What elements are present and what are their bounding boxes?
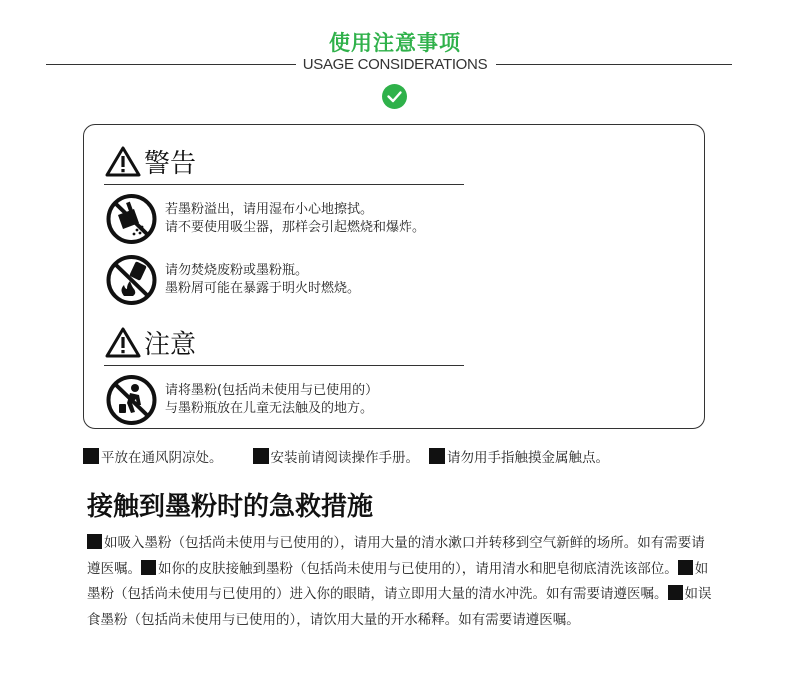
warning-item [104,254,360,306]
text-line: 若墨粉溢出，请用湿布小心地擦拭。 [165,202,374,217]
text-line: 墨粉屑可能在暴露于明火时燃烧。 [165,281,361,296]
storage-tips [83,446,609,466]
check-circle-icon [382,84,407,109]
square-bullet-icon [87,534,102,549]
warning-rule [104,184,464,185]
page-title: 使用注意事项 [329,31,461,55]
warning-heading [104,145,196,177]
first-aid-text: 如你的皮肤接触到墨粉（包括尚未使用与已使用的），请用清水和肥皂彻底清洗该部位。 [158,560,678,577]
warning-heading-text: 警告 [144,148,197,179]
page-subtitle [0,56,790,73]
caution-item-text [165,382,378,418]
first-aid-paragraph [87,531,717,633]
warning-item-text [165,201,425,237]
first-aid-text: 如墨粉（包括尚未使用与已使用的）进入你的眼睛，请立即用大量的清水冲洗。如有需要请遵医嘱。 [87,560,709,602]
square-bullet-icon [141,560,156,575]
square-bullet-icon [83,448,99,464]
text-line: 与墨粉瓶放在儿童无法触及的地方。 [165,401,374,416]
tip-item [83,446,223,466]
tip-item [429,446,609,466]
warning-item [104,193,425,245]
text-line: 请勿焚烧废粉或墨粉瓶。 [165,263,309,278]
caution-rule [104,365,464,366]
square-bullet-icon [429,448,445,464]
text-line: 请不要使用吸尘器，那样会引起燃烧和爆炸。 [165,220,426,235]
square-bullet-icon [678,560,693,575]
caution-heading [104,326,196,358]
tip-text: 平放在通风阴凉处。 [101,450,223,466]
warning-triangle-icon [104,145,142,177]
keep-away-from-children-icon [104,374,159,426]
text-line: 请将墨粉(包括尚未使用与已使用的） [165,383,379,398]
tip-text: 请勿用手指触摸金属触点。 [447,450,609,466]
no-burn-icon [104,254,159,306]
caution-triangle-icon [104,326,142,358]
warning-item-text [165,262,360,298]
square-bullet-icon [668,585,683,600]
first-aid-text: 如吸入墨粉（包括尚未使用与已使用的），请用大量的清水漱口并转移到空气新鲜的场所。如有需要请遵医嘱。 [87,535,705,577]
subtitle-text: USAGE CONSIDERATIONS [299,56,492,73]
caution-item [104,374,378,426]
caution-heading-text: 注意 [144,329,197,360]
first-aid-text: 如误食墨粉（包括尚未使用与已使用的），请饮用大量的开水稀释。如有需要请遵医嘱。 [87,586,712,628]
first-aid-heading: 接触到墨粉时的急救措施 [87,492,374,522]
tip-text: 安装前请阅读操作手册。 [270,450,419,466]
square-bullet-icon [253,448,269,464]
tip-item [253,446,420,466]
no-vacuum-spill-icon [104,193,159,245]
